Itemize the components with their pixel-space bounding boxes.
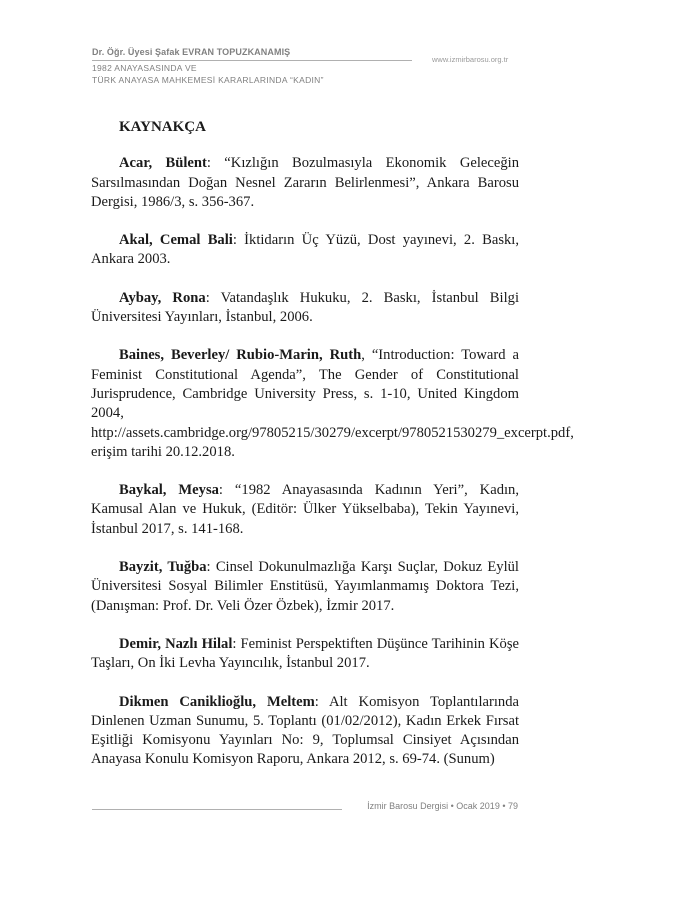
reference-entry [91,693,519,770]
section-title: KAYNAKÇA [119,119,206,135]
reference-author: Baykal, Meysa [119,482,219,499]
reference-entry [91,289,519,328]
reference-entry [91,231,519,270]
reference-text: , “Introduction: Toward a Feminist Constitutional Agenda”, The Gender of Constitutional Jurisprudence, Cambridge University Press, s. 1-10, United Kingdom 2004, http://assets.cambridge.org/97805215/30279/excerpt/9780521530279_excerpt.pdf, erişim tarihi 20.12.2018. [91,347,574,460]
header-divider [92,60,412,61]
reference-entry [91,635,519,674]
header-title-line-2: TÜRK ANAYASA MAHKEMESİ KARARLARINDA “KADIN” [92,75,324,85]
reference-author: Aybay, Rona [119,289,206,306]
reference-entry [91,154,519,212]
footer-divider [92,809,342,810]
reference-entry [91,558,519,616]
reference-author: Dikmen Caniklioğlu, Meltem [119,693,315,710]
reference-author: Akal, Cemal Bali [119,232,233,249]
reference-author: Acar, Bülent [119,155,207,172]
reference-text: : İktidarın Üç Yüzü, Dost yayınevi, 2. Baskı, Ankara 2003. [91,232,519,268]
reference-text: : Cinsel Dokunulmazlığa Karşı Suçlar, Dokuz Eylül Üniversitesi Sosyal Bilimler Enstitüsü, Yayımlanmamış Doktora Tezi, (Danışman: Prof. Dr. Veli Özer Özbek), İzmir 2017. [91,559,519,614]
reference-text: : “1982 Anayasasında Kadının Yeri”, Kadın, Kamusal Alan ve Hukuk, (Editör: Ülker Yükselbaba), Tekin Yayınevi, İstanbul 2017, s. 141-168. [91,482,519,537]
reference-author: Bayzit, Tuğba [119,559,207,576]
footer-journal-page: İzmir Barosu Dergisi • Ocak 2019 • 79 [367,801,518,811]
reference-text: : Vatandaşlık Hukuku, 2. Baskı, İstanbul Bilgi Üniversitesi Yayınları, İstanbul, 2006. [91,289,520,326]
reference-author: Demir, Nazlı Hilal [119,635,233,652]
header-title-line-1: 1982 ANAYASASINDA VE [92,63,197,73]
running-header-title [92,62,324,86]
reference-text: : “Kızlığın Bozulmasıyla Ekonomik Geleceğin Sarsılmasından Doğan Nesnel Zararın Belirlenmesi”, Ankara Barosu Dergisi, 1986/3, s. 356-367. [91,155,519,210]
reference-entry [91,481,519,539]
header-url: www.izmirbarosu.org.tr [432,55,509,64]
running-header-author: Dr. Öğr. Üyesi Şafak EVRAN TOPUZKANAMIŞ [92,47,291,57]
reference-author: Baines, Beverley/ Rubio-Marin, Ruth [119,347,362,364]
reference-text: : Feminist Perspektiften Düşünce Tarihinin Köşe Taşları, On İki Levha Yayıncılık, İstanbul 2017. [91,635,520,672]
reference-entry [91,346,574,462]
page-body [91,118,574,789]
reference-text: : Alt Komisyon Toplantılarında Dinlenen Uzman Sunumu, 5. Toplantı (01/02/2012), Kadın Erkek Fırsat Eşitliği Komisyonu Yayınları No: 9, Toplumsal Cinsiyet Açısından Anayasa Konulu Komisyon Raporu, Ankara 2012, s. 69-74. (Sunum) [91,693,519,768]
